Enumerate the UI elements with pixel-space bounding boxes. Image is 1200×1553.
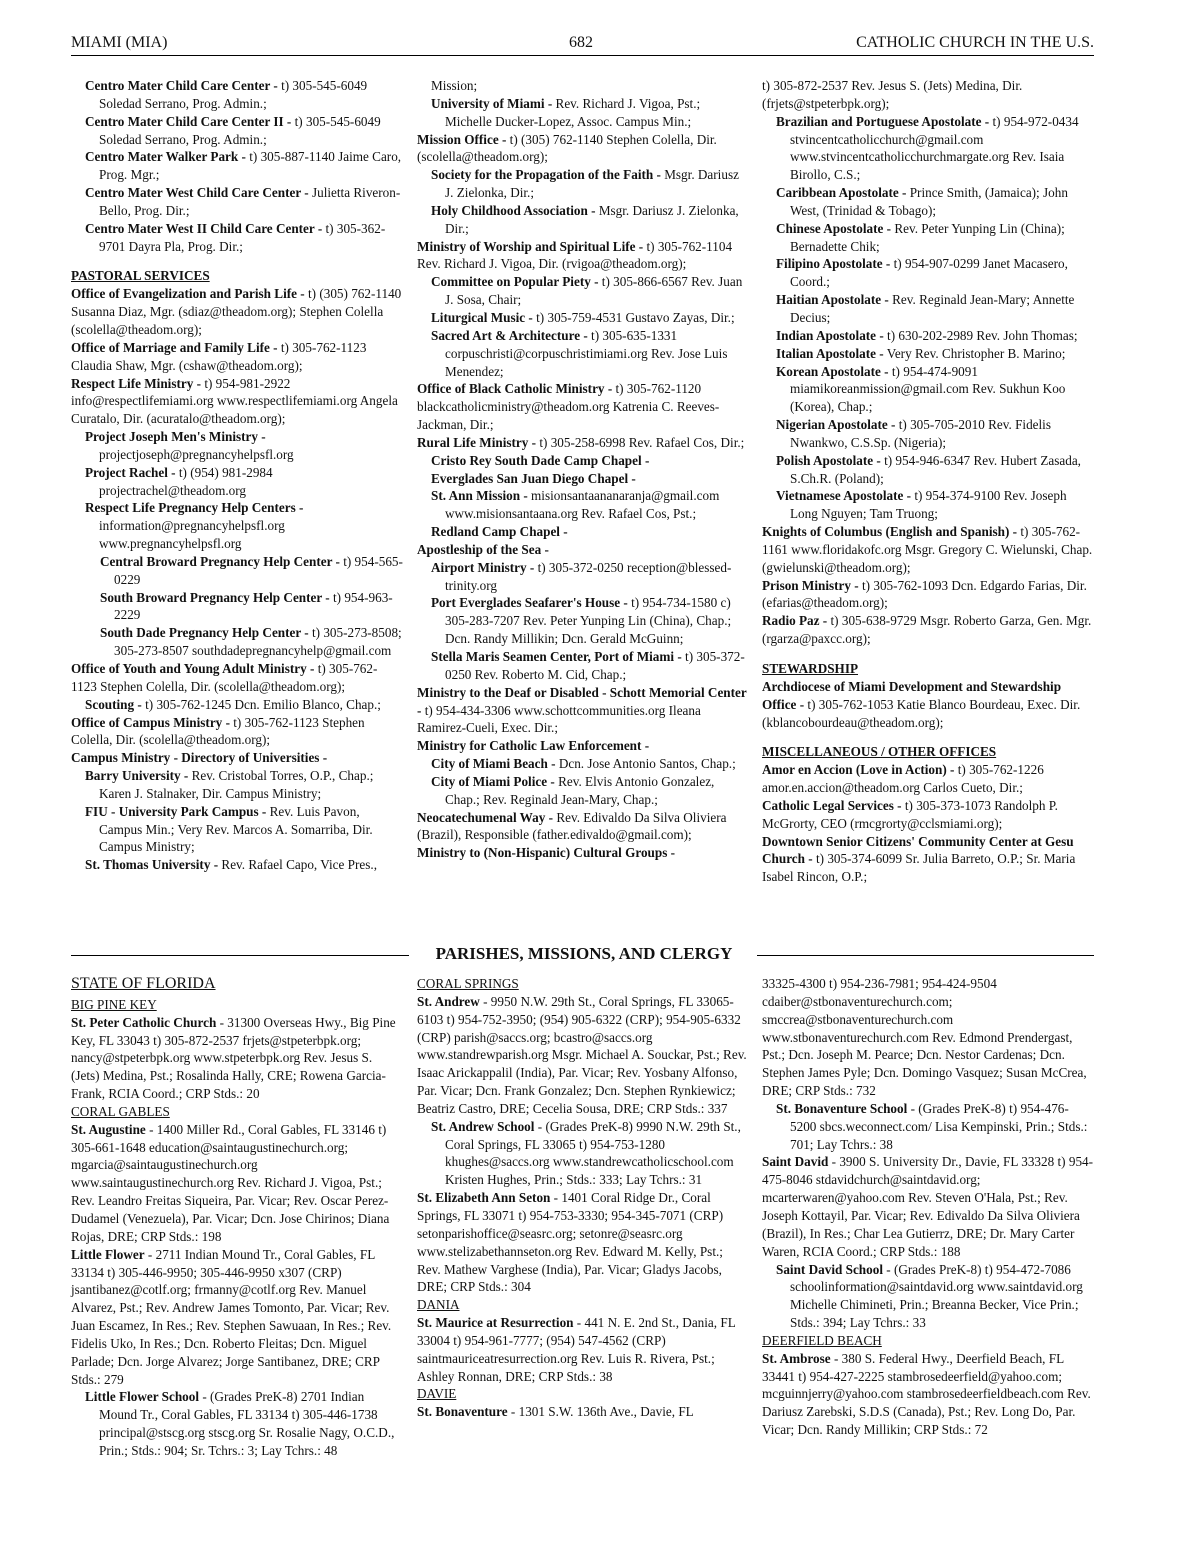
city-heading: DEERFIELD BEACH <box>762 1332 882 1348</box>
entry: Filipino Apostolate - t) 954-907-0299 Janet Macasero, Coord.; <box>776 256 1068 290</box>
school-entry: Little Flower School - (Grades PreK-8) 2701 Indian Mound Tr., Coral Gables, FL 33134 t) 305-446-1738 principal@stscg.org stscg.org Sr. Rosalie Nagy, O.C.D., Prin.; Stds.: 904; Sr. Tchrs.: 3; Lay Tchrs.: 48 <box>85 1389 395 1458</box>
page-number: 682 <box>569 34 593 51</box>
entry: Catholic Legal Services - t) 305-373-1073 Randolph P. McGrorty, CEO (rmcgrorty@cclsmiami.org); <box>762 797 1058 831</box>
entry: University of Miami - Rev. Richard J. Vigoa, Pst.; Michelle Ducker-Lopez, Assoc. Campus Min.; <box>431 95 701 129</box>
entry: Project Rachel - t) (954) 981-2984 projectrachel@theadom.org <box>85 464 273 498</box>
entry: Ministry for Catholic Law Enforcement - <box>417 738 650 754</box>
entry: Office of Evangelization and Parish Life - t) (305) 762-1140 Susanna Diaz, Mgr. (sdiaz@theadom.org); Stephen Colella (scolella@theadom.org); <box>71 286 402 337</box>
entry: Polish Apostolate - t) 954-946-6347 Rev. Hubert Zasada, S.Ch.R. (Poland); <box>776 452 1081 486</box>
entry: Project Joseph Men's Ministry - projectjoseph@pregnancyhelpsfl.org <box>85 429 294 462</box>
parish-entry: St. Andrew - 9950 N.W. 29th St., Coral Springs, FL 33065-6103 t) 954-752-3950; (954) 905-6322 (CRP); 954-905-6332 (CRP) parish@saccs.org; bcastro@saccs.org www.standrewparish.org Msgr. Michael A. Souckar, Pst.; Rev. Isaac Arickappalil (India), Par. Vicar; Rev. Yosbany Alfonso, Par. Vicar; Dcn. Frank Gonzalez; Dcn. Stephen Rynkiewicz; Beatriz Castro, DRE; Cecelia Sousa, DRE; CRP Stds.: 337 <box>417 993 747 1116</box>
entry: City of Miami Police - Rev. Elvis Antonio Gonzalez, Chap.; Rev. Reginald Jean-Mary, Chap.; <box>431 773 715 807</box>
entry: Mission; <box>431 78 478 93</box>
entry: Respect Life Pregnancy Help Centers - information@pregnancyhelpsfl.org www.pregnancyhelpsfl.org <box>85 500 304 552</box>
entry: Radio Paz - t) 305-638-9729 Msgr. Roberto Garza, Gen. Mgr. (rgarza@paxcc.org); <box>762 613 1092 647</box>
bottom-column-3 <box>762 975 1094 1439</box>
entry: Amor en Accion (Love in Action) - t) 305-762-1226 amor.en.accion@theadom.org Carlos Cueto, Dir.; <box>762 762 1044 796</box>
top-column-3 <box>762 77 1094 886</box>
parish-entry: St. Peter Catholic Church - 31300 Overseas Hwy., Big Pine Key, FL 33043 t) 305-872-2537 frjets@stpeterbpk.org; nancy@stpeterbpk.org www.stpeterbpk.org Rev. Jesus S. (Jets) Medina, Pst.; Rosalinda Hally, CRE; Rowena Garcia-Frank, RCIA Coord.; CRP Stds.: 20 <box>71 1014 396 1102</box>
entry: Korean Apostolate - t) 954-474-9091 miamikoreanmission@gmail.com Rev. Sukhun Koo (Korea), Chap.; <box>776 363 1066 415</box>
entry: Caribbean Apostolate - Prince Smith, (Jamaica); John West, (Trinidad & Tobago); <box>776 185 1068 218</box>
entry: Office of Marriage and Family Life - t) 305-762-1123 Claudia Shaw, Mgr. (cshaw@theadom.org); <box>71 339 367 373</box>
entry: St. Thomas University - Rev. Rafael Capo, Vice Pres., <box>85 857 377 873</box>
section-heading: PASTORAL SERVICES <box>71 268 210 284</box>
entry: Liturgical Music - t) 305-759-4531 Gustavo Zayas, Dir.; <box>431 309 735 325</box>
school-entry: St. Bonaventure School - (Grades PreK-8) t) 954-476-5200 sbcs.weconnect.com/ Lisa Kempinski, Prin.; Stds.: 701; Lay Tchrs.: 38 <box>776 1100 1088 1152</box>
entry: Port Everglades Seafarer's House - t) 954-734-1580 c) 305-283-7207 Rev. Peter Yunping Lin (China), Chap.; Dcn. Randy Millikin; Dcn. Gerald McGuinn; <box>431 595 732 647</box>
entry: Haitian Apostolate - Rev. Reginald Jean-Mary; Annette Decius; <box>776 292 1075 325</box>
parish-entry: St. Elizabeth Ann Seton - 1401 Coral Ridge Dr., Coral Springs, FL 33071 t) 954-753-3330; 954-345-7071 (CRP) setonparishoffice@seasrc.org; setonre@seasrc.org www.stelizabethannseton.org Rev. Edward M. Kelly, Pst.; Rev. Mathew Varghese (India), Par. Vicar; Gladys Jacobs, DRE; CRP Stds.: 304 <box>417 1190 724 1295</box>
bottom-column-1 <box>71 975 403 1460</box>
section-heading: STEWARDSHIP <box>762 661 859 676</box>
entry: Committee on Popular Piety - t) 305-866-6567 Rev. Juan J. Sosa, Chair; <box>431 274 743 308</box>
parish-entry: St. Maurice at Resurrection - 441 N. E. 2nd St., Dania, FL 33004 t) 954-961-7777; (954) 547-4562 (CRP) saintmauriceatresurrection.org Rev. Luis R. Rivera, Pst.; Ashley Ronnan, DRE; CRP Stds.: 38 <box>417 1315 736 1384</box>
entry: Campus Ministry - Directory of Universities - <box>71 750 328 766</box>
entry: Centro Mater Walker Park - t) 305-887-1140 Jaime Caro, Prog. Mgr.; <box>85 149 402 183</box>
parish-entry: Little Flower - 2711 Indian Mound Tr., Coral Gables, FL 33134 t) 305-446-9950; 305-446-9950 x307 (CRP) jsantibanez@cotlf.org; frmanny@cotlf.org Rev. Manuel Alvarez, Pst.; Rev. Andrew James Tomonto, Par. Vicar; Rev. Juan Escamez, In Res.; Rev. Stephen Sawuaan, In Res.; Rev. Fidelis Uko, In Res.; Dcn. Roberto Fleitas; Dcn. Miguel Parlade; Dcn. Jorge Alvarez; Jorge Santibanez, DRE; CRP Stds.: 279 <box>71 1246 392 1387</box>
entry: Sacred Art & Architecture - t) 305-635-1331 corpuschristi@corpuschristimiami.org Rev. Jose Luis Menendez; <box>431 327 728 379</box>
parish-entry: Saint David - 3900 S. University Dr., Davie, FL 33328 t) 954-475-8046 stdavidchurch@saintdavid.org; mcarterwaren@yahoo.com Rev. Steven O'Hala, Pst.; Rev. Joseph Kottayil, Par. Vicar; Rev. Edivaldo Da Silva Oliviera (Brazil), In Res.; Char Lea Gutierrz, DRE; Dr. Mary Carter Waren, RCIA Coord.; CRP Stds.: 188 <box>762 1154 1094 1259</box>
entry: St. Ann Mission - misionsantaananaranja@gmail.com www.misionsantaana.org Rev. Rafael Cos, Pst.; <box>431 488 720 522</box>
entry: Apostleship of the Sea - <box>417 541 549 557</box>
entry: Centro Mater Child Care Center - t) 305-545-6049 Soledad Serrano, Prog. Admin.; <box>85 78 368 111</box>
school-entry: St. Andrew School - (Grades PreK-8) 9990 N.W. 29th St., Coral Springs, FL 33065 t) 954-753-1280 khughes@saccs.org www.standrewcatholicschool.com Kristen Hughes, Prin.; Stds.: 333; Lay Tchrs.: 31 <box>431 1118 741 1188</box>
city-heading: DAVIE <box>417 1386 457 1402</box>
entry: Mission Office - t) (305) 762-1140 Stephen Colella, Dir. (scolella@theadom.org); <box>417 131 717 165</box>
header-publication: CATHOLIC CHURCH IN THE U.S. <box>856 34 1094 51</box>
entry: South Broward Pregnancy Help Center - t) 954-963-2229 <box>100 589 393 623</box>
entry: Respect Life Ministry - t) 954-981-2922 info@respectlifemiami.org www.respectlifemiami.org Angela Curatalo, Dir. (acuratalo@theadom.org); <box>71 375 398 427</box>
entry: Ministry of Worship and Spiritual Life - t) 305-762-1104 Rev. Richard J. Vigoa, Dir. (rvigoa@theadom.org); <box>417 238 733 272</box>
entry: South Dade Pregnancy Help Center - t) 305-273-8508; 305-273-8507 southdadepregnancyhelp@gmail.com <box>100 625 402 659</box>
entry: Archdiocese of Miami Development and Stewardship Office - t) 305-762-1053 Katie Blanco Bourdeau, Exec. Dir. (kblancobourdeau@theadom.org); <box>762 678 1081 730</box>
parish-entry: St. Augustine - 1400 Miller Rd., Coral Gables, FL 33146 t) 305-661-1648 education@saintaugustinechurch.org; mgarcia@saintaugustinechurch.org www.saintaugustinechurch.org Rev. Richard J. Vigoa, Pst.; Rev. Leandro Freitas Siqueira, Par. Vicar; Rev. Oscar Perez-Dudamel (Venezuela), Par. Vicar; Dcn. Jose Chirinos; Diana Rojas, DRE; CRP Stds.: 198 <box>71 1121 390 1244</box>
city-heading: CORAL GABLES <box>71 1103 170 1119</box>
parishes-heading: PARISHES, MISSIONS, AND CLERGY <box>435 944 733 963</box>
entry: Office of Black Catholic Ministry - t) 305-762-1120 blackcatholicministry@theadom.org Katrenia C. Reeves-Jackman, Dir.; <box>417 381 720 433</box>
divider-rule-right <box>757 955 1094 956</box>
city-heading: DANIA <box>417 1297 460 1313</box>
top-column-1 <box>71 77 403 874</box>
entry: Ministry to (Non-Hispanic) Cultural Groups - <box>417 845 676 861</box>
divider-rule-left <box>71 955 409 956</box>
section-heading: MISCELLANEOUS / OTHER OFFICES <box>762 744 997 760</box>
parish-entry: St. Ambrose - 380 S. Federal Hwy., Deerfield Beach, FL 33441 t) 954-427-2225 stambrosedeerfield@yahoo.com; mcguinnjerry@yahoo.com stambrosedeerfieldbeach.com Rev. Dariusz Zarebski, S.D.S (Canada), Pst.; Rev. Long Do, Par. Vicar; Dcn. Randy Millikin; CRP Stds.: 72 <box>762 1350 1091 1438</box>
entry: Centro Mater Child Care Center II - t) 305-545-6049 Soledad Serrano, Prog. Admin.; <box>85 113 381 147</box>
school-entry: Saint David School - (Grades PreK-8) t) 954-472-7086 schoolinformation@saintdavid.org www.saintdavid.org Michelle Chimineti, Prin.; Breanna Becker, Vice Prin.; Stds.: 394; Lay Tchrs.: 33 <box>776 1261 1083 1331</box>
entry: Nigerian Apostolate - t) 305-705-2010 Rev. Fidelis Nwankwo, C.S.Sp. (Nigeria); <box>776 417 1051 450</box>
entry: Redland Camp Chapel - <box>431 524 568 540</box>
city-heading: CORAL SPRINGS <box>417 976 519 991</box>
entry: Office of Campus Ministry - t) 305-762-1123 Stephen Colella, Dir. (scolella@theadom.org); <box>71 714 365 748</box>
entry: Scouting - t) 305-762-1245 Dcn. Emilio Blanco, Chap.; <box>85 696 381 712</box>
entry: Ministry to the Deaf or Disabled - Schott Memorial Center - t) 954-434-3306 www.schottcommunities.org Ileana Ramirez-Cueli, Exec. Dir.; <box>417 684 747 736</box>
entry: Central Broward Pregnancy Help Center - t) 954-565-0229 <box>100 553 403 587</box>
entry: Knights of Columbus (English and Spanish) - t) 305-762-1161 www.floridakofc.org Msgr. Gregory C. Wielunski, Chap. (gwielunski@theadom.org); <box>762 524 1093 575</box>
entry: Brazilian and Portuguese Apostolate - t) 954-972-0434 stvincentcatholicchurch@gmail.com www.stvincentcatholicchurchmargate.org Rev. Isaia Birollo, C.S.; <box>776 113 1079 183</box>
entry: Airport Ministry - t) 305-372-0250 reception@blessed-trinity.org <box>431 559 732 593</box>
entry: Chinese Apostolate - Rev. Peter Yunping Lin (China); Bernadette Chik; <box>776 220 1065 254</box>
state-heading: STATE OF FLORIDA <box>71 975 216 992</box>
entry: t) 305-872-2537 Rev. Jesus S. (Jets) Medina, Dir. (frjets@stpeterbpk.org); <box>762 78 1023 111</box>
entry: Society for the Propagation of the Faith - Msgr. Dariusz J. Zielonka, Dir.; <box>431 167 739 201</box>
header-diocese: MIAMI (MIA) <box>71 34 168 51</box>
bottom-column-2 <box>417 975 749 1421</box>
entry: Office of Youth and Young Adult Ministry - t) 305-762-1123 Stephen Colella, Dir. (scolella@theadom.org); <box>71 661 378 694</box>
entry: Prison Ministry - t) 305-762-1093 Dcn. Edgardo Farias, Dir. (efarias@theadom.org); <box>762 577 1087 611</box>
parish-entry: 33325-4300 t) 954-236-7981; 954-424-9504 cdaiber@stbonaventurechurch.com; smccrea@stbonaventurechurch.com www.stbonaventurechurch.com Rev. Edmond Prendergast, Pst.; Dcn. Joseph M. Pearce; Dcn. Nestor Cardenas; Dcn. Stephen James Pyle; Dcn. Domingo Vasquez; Susan McCrea, DRE; CRP Stds.: 732 <box>762 976 1087 1099</box>
entry: Downtown Senior Citizens' Community Center at Gesu Church - t) 305-374-6099 Sr. Julia Barreto, O.P.; Sr. Maria Isabel Rincon, O.P.; <box>762 833 1076 885</box>
entry: Everglades San Juan Diego Chapel - <box>431 470 636 486</box>
top-column-2 <box>417 77 749 862</box>
entry: FIU - University Park Campus - Rev. Luis Pavon, Campus Min.; Very Rev. Marcos A. Somarriba, Dir. Campus Ministry; <box>85 803 373 855</box>
entry: Vietnamese Apostolate - t) 954-374-9100 Rev. Joseph Long Nguyen; Tam Truong; <box>776 488 1067 522</box>
parish-entry: St. Bonaventure - 1301 S.W. 136th Ave., Davie, FL <box>417 1404 694 1420</box>
entry: Centro Mater West II Child Care Center - t) 305-362-9701 Dayra Pla, Prog. Dir.; <box>85 220 386 254</box>
entry: Rural Life Ministry - t) 305-258-6998 Rev. Rafael Cos, Dir.; <box>417 434 745 450</box>
entry: Indian Apostolate - t) 630-202-2989 Rev. John Thomas; <box>776 327 1078 343</box>
city-heading: BIG PINE KEY <box>71 996 157 1012</box>
running-header <box>71 33 1094 56</box>
entry: Centro Mater West Child Care Center - Julietta Riveron-Bello, Prog. Dir.; <box>85 185 401 218</box>
entry: Cristo Rey South Dade Camp Chapel - <box>431 452 650 468</box>
entry: Holy Childhood Association - Msgr. Dariusz J. Zielonka, Dir.; <box>431 202 739 236</box>
entry: Italian Apostolate - Very Rev. Christopher B. Marino; <box>776 345 1066 361</box>
entry: Neocatechumenal Way - Rev. Edivaldo Da Silva Oliviera (Brazil), Responsible (father.edivaldo@gmail.com); <box>417 809 727 843</box>
entry: Stella Maris Seamen Center, Port of Miami - t) 305-372-0250 Rev. Roberto M. Cid, Chap.; <box>431 649 745 682</box>
entry: City of Miami Beach - Dcn. Jose Antonio Santos, Chap.; <box>431 756 736 772</box>
entry: Barry University - Rev. Cristobal Torres, O.P., Chap.; Karen J. Stalnaker, Dir. Campus Ministry; <box>85 768 374 801</box>
